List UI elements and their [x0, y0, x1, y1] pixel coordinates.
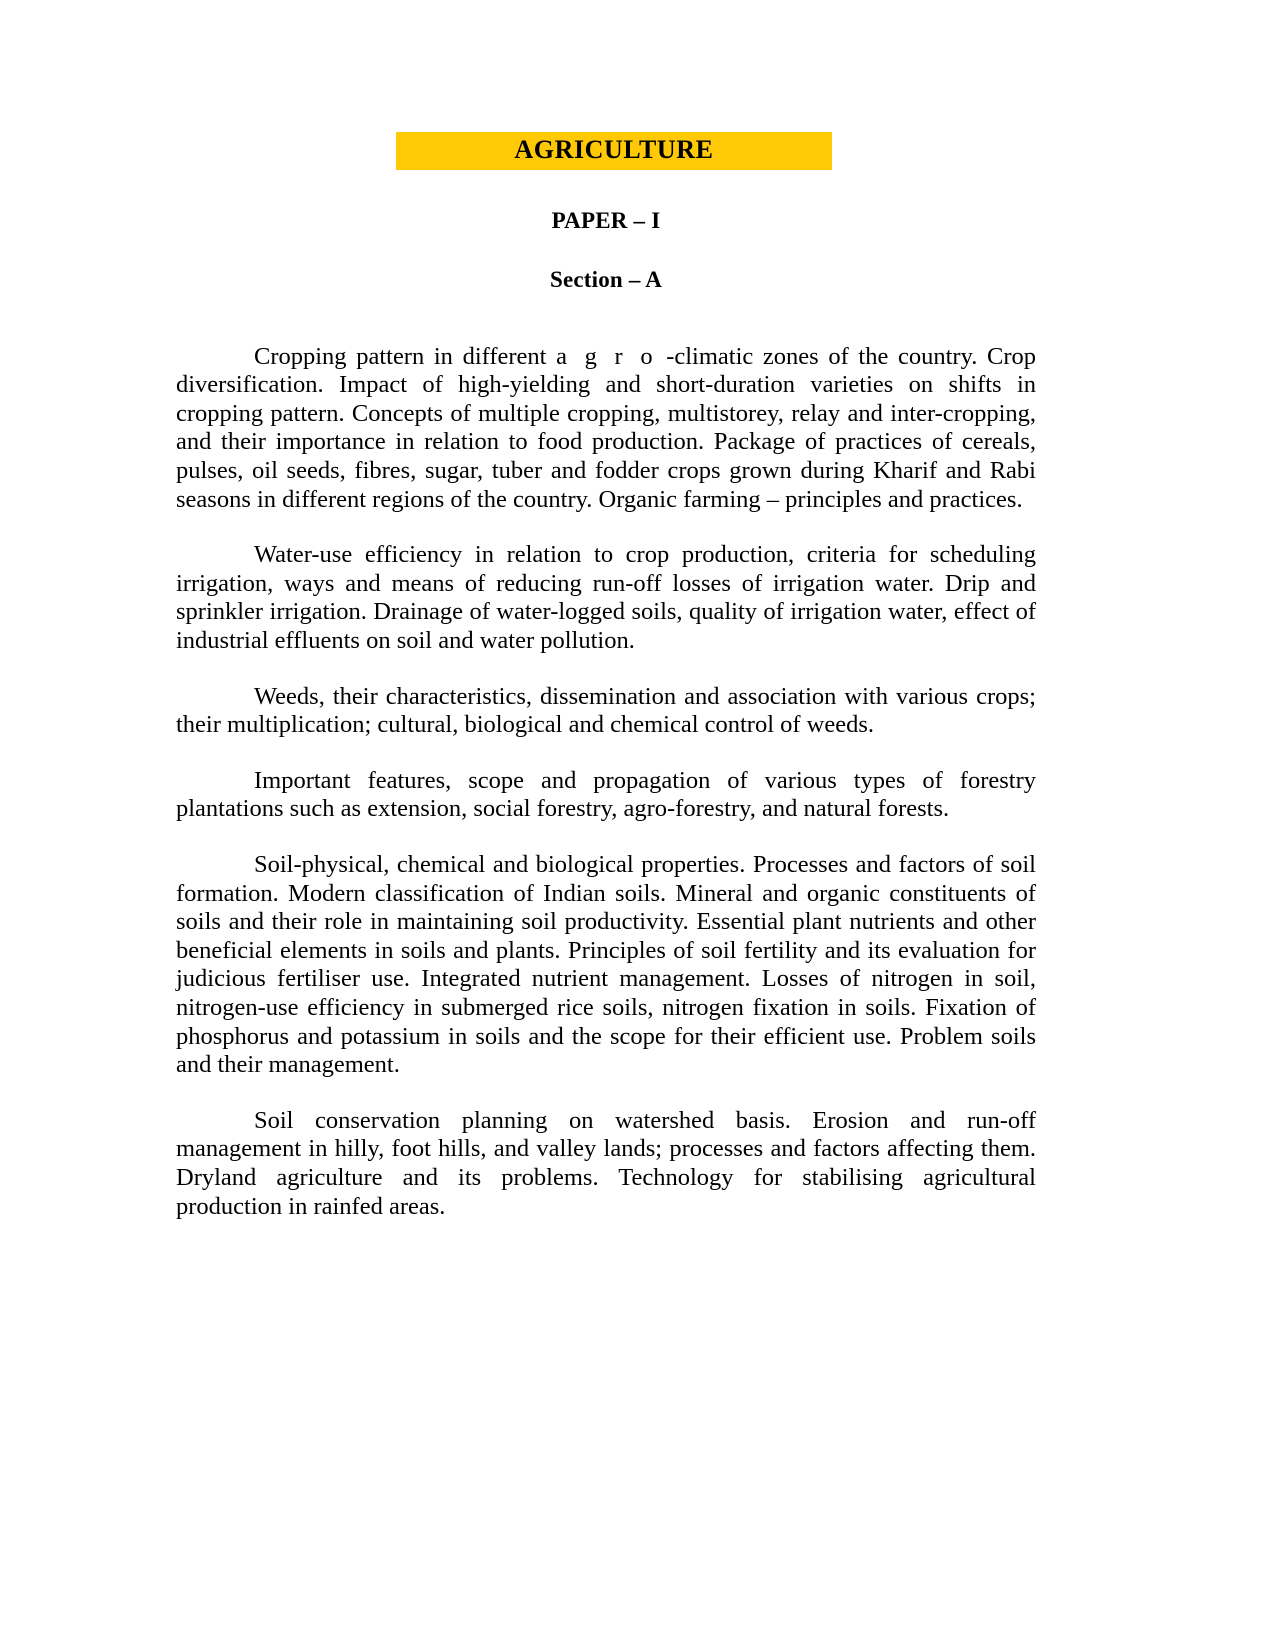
paper-heading: PAPER – I: [551, 207, 661, 233]
document-content: [176, 120, 1036, 1221]
paragraph-soil-properties: Soil-physical, chemical and biological properties. Processes and factors of soil formation. Modern classification of Indian soils. Mineral and organic constituents of soils and their role in maintaining soil productivity. Essential plant nutrients and other beneficial elements in soils and plants. Principles of soil fertility and its evaluation for judicious fertiliser use. Integrated nutrient management. Losses of nitrogen in soil, nitrogen-use efficiency in submerged rice soils, nitrogen fixation in soils. Fixation of phosphorus and potassium in soils and the scope for their efficient use. Problem soils and their management.: [176, 850, 1036, 1079]
paragraph-weeds: Weeds, their characteristics, dissemination and association with various crops; their multiplication; cultural, biological and chemical control of weeds.: [176, 682, 1036, 739]
paragraph-lead-text: Cropping pattern in different: [254, 342, 557, 370]
paragraph-rest-text: -climatic zones of the country. Crop diversification. Impact of high-yielding and short-duration varieties on shifts in cropping pattern. Concepts of multiple cropping, multistorey, relay and inter-cropping, and their importance in relation to food production. Package of practices of cereals, pulses, oil seeds, fibres, sugar, tuber and fodder crops grown during Kharif and Rabi seasons in different regions of the country. Organic farming – principles and practices.: [176, 342, 1036, 513]
section-heading: Section – A: [549, 266, 663, 292]
page-title-container: [176, 120, 1036, 170]
paragraph-spaced-text: a g r o: [556, 342, 657, 370]
paragraph-cropping-pattern: [176, 343, 1036, 515]
paragraph-water-use-efficiency: Water-use efficiency in relation to crop production, criteria for scheduling irrigation, ways and means of reducing run-off losses of irrigation water. Drip and sprinkler irrigation. Drainage of water-logged soils, quality of irrigation water, effect of industrial effluents on soil and water pollution.: [176, 541, 1036, 655]
paragraph-forestry: Important features, scope and propagation of various types of forestry plantations such as extension, social forestry, agro-forestry, and natural forests.: [176, 766, 1036, 823]
syllabus-body: [176, 293, 1036, 1221]
page-title: AGRICULTURE: [396, 132, 831, 170]
paragraph-soil-conservation: Soil conservation planning on watershed basis. Erosion and run-off management in hilly, foot hills, and valley lands; processes and factors affecting them. Dryland agriculture and its problems. Technology for stabilising agricultural production in rainfed areas.: [176, 1106, 1036, 1220]
